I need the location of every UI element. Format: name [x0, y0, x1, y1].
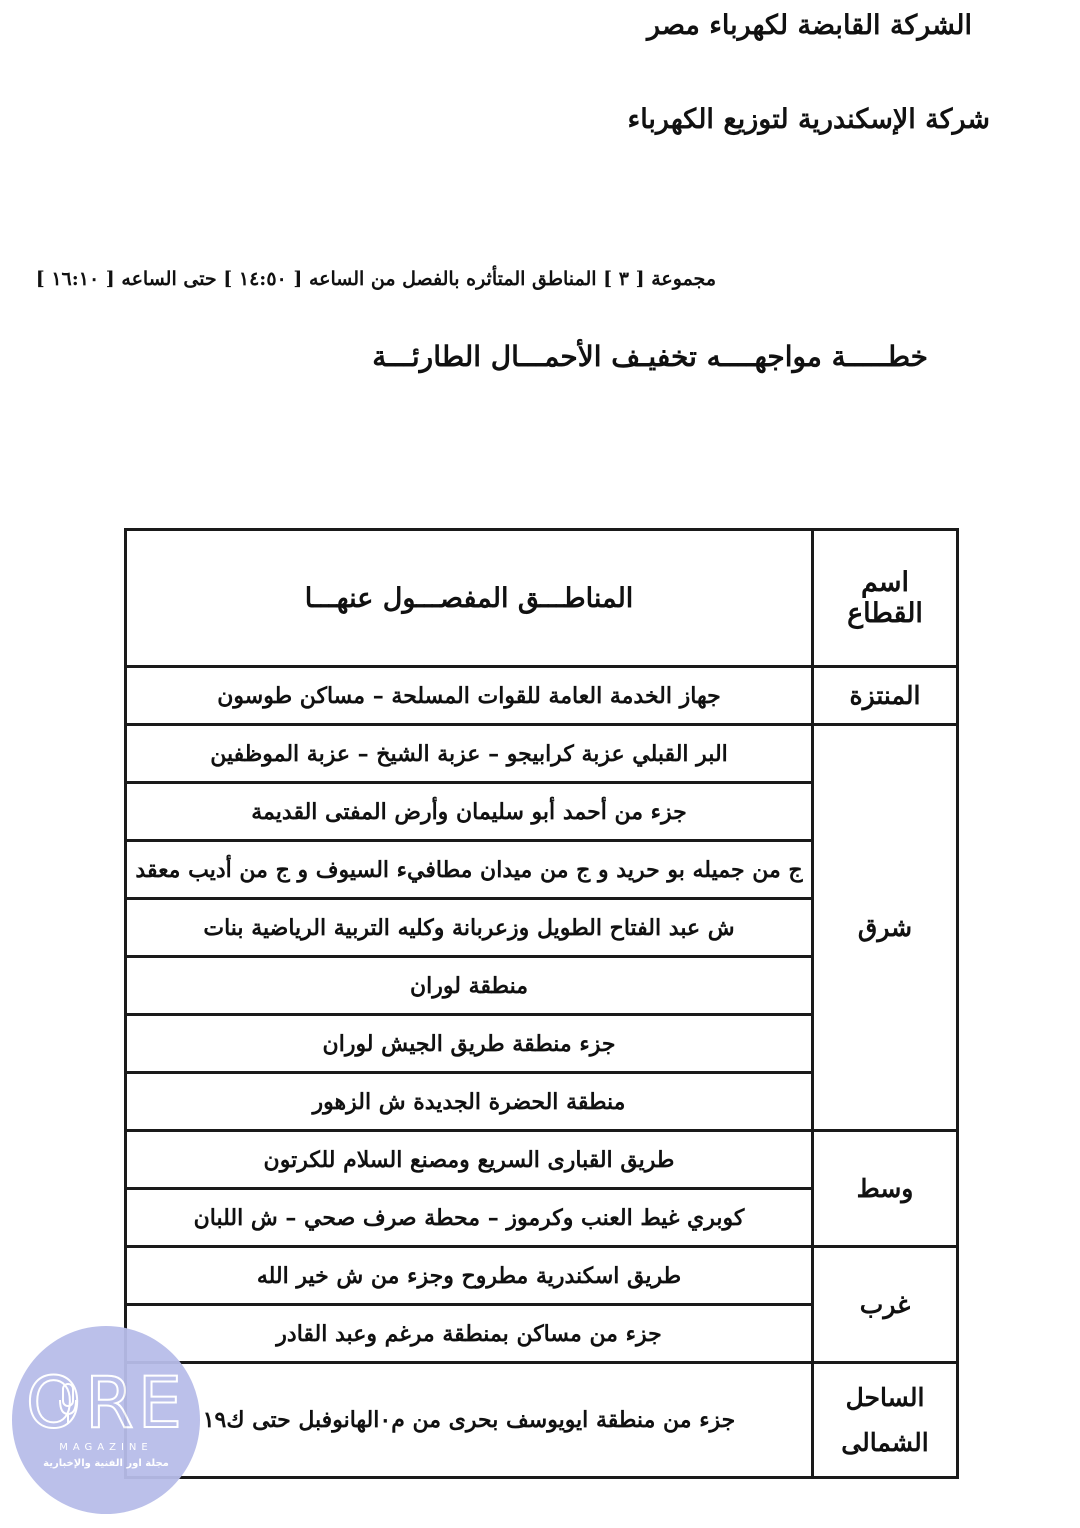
sector-name: الشمالى: [841, 1428, 929, 1457]
sector-name-cell: [813, 725, 958, 1131]
distribution-company-name: شركة الإسكندرية لتوزيع الكهرباء: [627, 104, 990, 135]
area-cell: ج من جميله بو حريد و ج من ميدان مطافيء السيوف و ج من أديب معقد: [126, 841, 813, 899]
areas-column-header: المناطـــق المفصـــول عنهـــا: [126, 530, 813, 667]
sector-name: الساحل: [845, 1383, 925, 1412]
area-cell: جزء من منطقة ايويوسف بحرى من م٠الهانوفبل حتى ك١٩: [126, 1363, 813, 1478]
sector-name-cell: [813, 1131, 958, 1247]
area-cell: منطقة الحضرة الجديدة ش الزهور: [126, 1073, 813, 1131]
group-time-line: مجموعة [ ٣ ] المناطق المتأثره بالفصل من الساعه [ ١٤:٥٠ ] حتى الساعه [ ١٦:١٠ ]: [35, 268, 716, 290]
table-row: [126, 1131, 958, 1189]
sector-name-cell: [813, 1363, 958, 1478]
area-cell: جهاز الخدمة العامة للقوات المسلحة – مساكن طوسون: [126, 667, 813, 725]
sector-column-header: اسم القطاع: [813, 530, 958, 667]
table-row: [126, 1247, 958, 1305]
magazine-watermark-logo: [12, 1326, 200, 1514]
area-cell: منطقة لوران: [126, 957, 813, 1015]
table-row: [126, 1363, 958, 1478]
area-cell: كوبري غيط العنب وكرموز – محطة صرف صحي – ش اللبان: [126, 1189, 813, 1247]
watermark-sub: MAGAZINE: [59, 1442, 153, 1453]
watermark-brand: ORE: [26, 1362, 186, 1444]
area-cell: البر القبلي عزبة كرابيجو – عزبة الشيخ – عزبة الموظفين: [126, 725, 813, 783]
table-header-row: [126, 530, 958, 667]
sector-name: شرق: [857, 913, 913, 942]
table-row: [126, 725, 958, 783]
area-cell: طريق اسكندرية مطروح وجزء من ش خير الله: [126, 1247, 813, 1305]
sector-name: المنتزة: [849, 681, 921, 710]
area-cell: جزء من مساكن بمنطقة مرغم وعبد القادر: [126, 1305, 813, 1363]
holding-company-name: الشركة القابضة لكهرباء مصر: [647, 10, 972, 41]
sector-name: غرب: [859, 1290, 911, 1319]
area-cell: جزء منطقة طريق الجيش لوران: [126, 1015, 813, 1073]
sector-name: وسط: [856, 1174, 914, 1203]
area-cell: جزء من أحمد أبو سليمان وأرض المفتى القديمة: [126, 783, 813, 841]
sector-name-cell: [813, 667, 958, 725]
table-row: [126, 667, 958, 725]
outage-table: [124, 528, 959, 1479]
area-cell: ش عبد الفتاح الطويل وزعربانة وكليه التربية الرياضية بنات: [126, 899, 813, 957]
plan-title: خطـــــة مواجهــــه تخفيـف الأحمـــال الطارئـــة: [372, 340, 928, 373]
watermark-tagline: مجلة اور الفنية والإخبارية: [43, 1458, 169, 1469]
sector-name-cell: [813, 1247, 958, 1363]
table-body: [126, 667, 958, 1478]
area-cell: طريق القبارى السريع ومصنع السلام للكرتون: [126, 1131, 813, 1189]
